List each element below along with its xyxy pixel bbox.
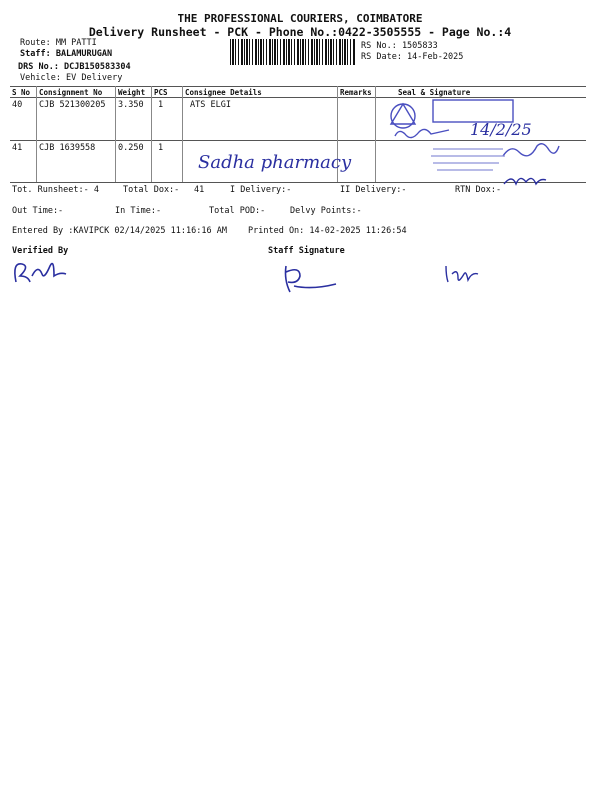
extra-signature [440,262,490,288]
col-header-pcs: PCS [154,88,168,97]
col-header-weight: Weight [118,88,146,97]
row-consignee: ATS ELGI [190,100,231,110]
delivery-stamp [385,96,585,186]
rs-number: RS No.: 1505833 [361,41,438,51]
row-consignment: CJB 521300205 [39,100,106,110]
drs-number: DRS No.: DCJB150583304 [18,62,131,72]
col-header-consignment: Consignment No [39,88,103,97]
in-time: In Time:- [115,206,162,216]
runsheet-subtitle: Delivery Runsheet - PCK - Phone No.:0422-3505555 - Page No.:4 [88,25,512,39]
entered-by: Entered By :KAVIPCK 02/14/2025 11:16:16 AM [12,226,227,236]
col-divider [115,86,116,182]
i-delivery: I Delivery:- [230,185,292,195]
col-divider [182,86,183,182]
route-label: Route: MM PATTI [20,38,97,48]
total-dox: Total Dox:- [123,185,180,195]
company-title: THE PROFESSIONAL COURIERS, COIMBATORE [177,12,423,25]
row-weight: 3.350 [118,100,144,110]
rtn-initials [500,168,550,192]
tot-runsheet: Tot. Runsheet:- 4 [12,185,99,195]
verified-by-label: Verified By [12,246,69,256]
row-sno: 41 [12,143,23,153]
row-weight: 0.250 [118,143,144,153]
col-header-sno: S No [12,88,31,97]
rs-date: RS Date: 14-Feb-2025 [361,52,464,62]
printed-on: Printed On: 14-02-2025 11:26:54 [248,226,407,236]
verified-signature [8,252,78,288]
col-divider [36,86,37,182]
handwritten-date: 14/2/25 [470,120,532,139]
col-divider [151,86,152,182]
col-divider [375,86,376,182]
barcode [230,39,356,65]
row-pcs: 1 [158,143,164,153]
col-header-seal: Seal & Signature [398,88,471,97]
row-pcs: 1 [158,100,164,110]
rtn-dox: RTN Dox:- [455,185,502,195]
staff-signature-label: Staff Signature [268,246,345,256]
row-consignment: CJB 1639558 [39,143,96,153]
out-time: Out Time:- [12,206,64,216]
total-dox-value: 41 [194,185,205,195]
staff-signature [280,262,340,296]
staff-label: Staff: BALAMURUGAN [20,49,113,59]
row-sno: 40 [12,100,23,110]
table-top-border [10,86,586,87]
handwritten-consignee: Sadha pharmacy [198,152,352,173]
vehicle-label: Vehicle: EV Delivery [20,73,123,83]
col-header-remarks: Remarks [340,88,372,97]
ii-delivery: II Delivery:- [340,185,407,195]
delvy-points: Delvy Points:- [290,206,362,216]
total-pod: Total POD:- [209,206,266,216]
col-header-consignee: Consignee Details [185,88,262,97]
